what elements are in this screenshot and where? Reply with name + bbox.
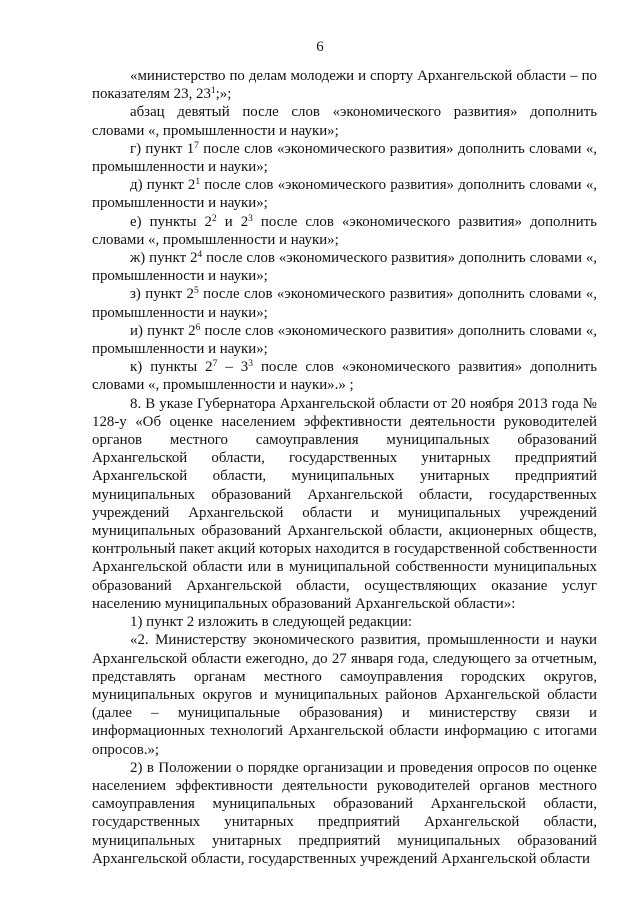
paragraph-item-k: к) пункты $2^7 - 3^3$ после слов «экономического развития» дополнить словами «, промышленности и науки».» ; — [92, 359, 597, 394]
page-number: 6 — [316, 39, 324, 55]
paragraph-item-zh: ж) пункт $2^4$ после слов «экономического развития» дополнить словами «, промышленности и науки»; — [92, 250, 597, 285]
paragraph-item-e: е) пункты $2^2$ и $2^3$ после слов «экономического развития» дополнить словами «, промышленности и науки»; — [92, 213, 597, 248]
paragraph-item-g: г) пункт $1^7$ после слов «экономического развития» дополнить словами «, промышленности и науки»; — [92, 140, 597, 176]
paragraph-subitem-2: 2) в Положении о порядке организации и проведения опросов по оценке населением эффективности деятельности руководителей органов местного самоуправления муниципальных образований Архангельской области, государственных унитарных предприятий Архангельской области, муниципальных унитарных предприятий муниципальных образований Архангельской области, государственных учреждений Архангельской области — [92, 759, 597, 867]
paragraph-item-z: з) пункт $2^5$ после слов «экономического развития» дополнить словами «, промышленности и науки»; — [92, 286, 597, 321]
paragraph-ministry-youth: «министерство по делам молодежи и спорту Архангельской области – по показателям 23, $23^1$;»; — [92, 68, 597, 103]
document-body — [92, 67, 597, 868]
paragraph-abzac-ninth: абзац девятый после слов «экономического развития» дополнить словами «, промышленности и науки»; — [92, 104, 597, 139]
paragraph-new-item-2: «2. Министерству экономического развития, промышленности и науки Архангельской области ежегодно, до 27 января года, следующего за отчетным, представлять органам местного самоуправления городских округов, муниципальных округов и муниципальных районов Архангельской области (далее – муниципальные образования) и министерству связи и информационных технологий Архангельской области информацию с итогами опросов.»; — [92, 632, 597, 758]
paragraph-item-i: и) пункт $2^6$ после слов «экономического развития» дополнить словами «, промышленности и науки»; — [92, 322, 598, 358]
paragraph-item-d: д) пункт $2^1$ после слов «экономического развития» дополнить словами «, промышленности и науки»; — [92, 177, 597, 212]
paragraph-subitem-1: 1) пункт 2 изложить в следующей редакции: — [130, 614, 413, 631]
paragraph-section-8: 8. В указе Губернатора Архангельской области от 20 ноября 2013 года № 128-у «Об оценке населением эффективности деятельности руководителей органов местного самоуправления муниципальных образований Архангельской области, государственных унитарных предприятий Архангельской области, муниципальных унитарных предприятий муниципальных образований Архангельской области, государственных учреждений Архангельской области и муниципальных учреждений муниципальных образований Архангельской области, акционерных обществ, контрольный пакет акций которых находится в государственной собственности Архангельской области или в муниципальной собственности муниципальных образований Архангельской области, осуществляющих оказание услуг населению муниципальных образований Архангельской области»: — [92, 395, 597, 612]
